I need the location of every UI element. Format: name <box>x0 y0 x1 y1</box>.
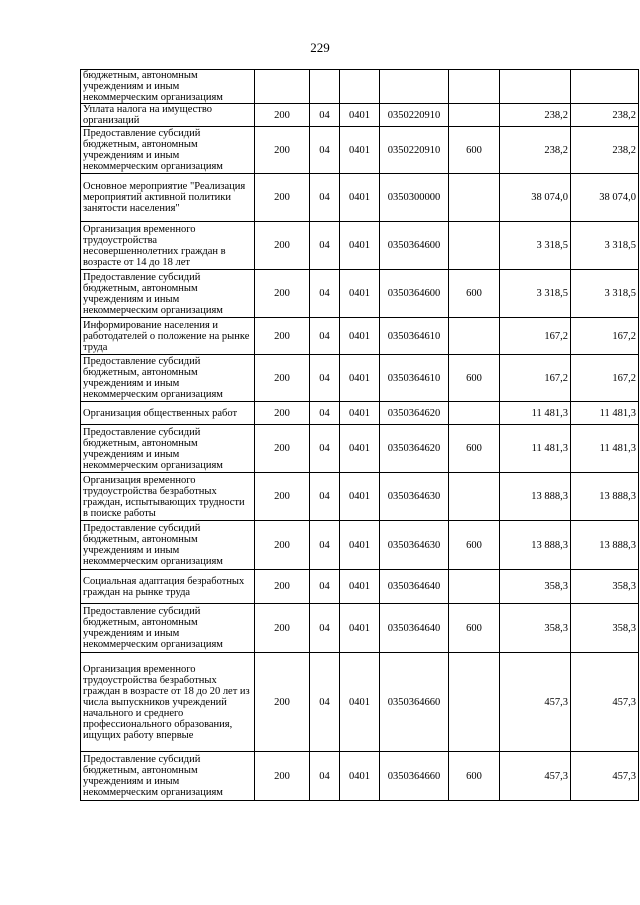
expense-type-code <box>449 222 500 270</box>
target-article-code: 0350220910 <box>380 104 449 127</box>
subsection-code: 0401 <box>340 752 380 801</box>
amount-1: 13 888,3 <box>500 521 571 570</box>
table-row <box>81 473 639 521</box>
table-row <box>81 270 639 318</box>
section-code: 04 <box>310 425 340 473</box>
subsection-code: 0401 <box>340 570 380 604</box>
section-code: 04 <box>310 521 340 570</box>
row-name: Предоставление субсидий бюджетным, автономным учреждениям и иным некоммерческим организациям <box>81 355 255 402</box>
row-name: Организация временного трудоустройства безработных граждан в возрасте от 18 до 20 лет из числа выпускников учреждений начального и среднего профессионального образования, ищущих работу впервые <box>81 653 255 752</box>
section-code: 04 <box>310 222 340 270</box>
chapter-code: 200 <box>255 570 310 604</box>
section-code: 04 <box>310 604 340 653</box>
row-name: Уплата налога на имущество организаций <box>81 104 255 127</box>
expense-type-code: 600 <box>449 521 500 570</box>
expense-type-code: 600 <box>449 604 500 653</box>
section-code: 04 <box>310 473 340 521</box>
subsection-code: 0401 <box>340 127 380 174</box>
chapter-code: 200 <box>255 174 310 222</box>
target-article-code <box>380 70 449 104</box>
amount-2: 358,3 <box>571 570 639 604</box>
chapter-code: 200 <box>255 752 310 801</box>
row-name: Предоставление субсидий бюджетным, автономным учреждениям и иным некоммерческим организациям <box>81 425 255 473</box>
amount-1: 167,2 <box>500 355 571 402</box>
table-row <box>81 402 639 425</box>
amount-1: 11 481,3 <box>500 402 571 425</box>
row-name: бюджетным, автономным учреждениям и иным некоммерческим организациям <box>81 70 255 104</box>
table-row <box>81 70 639 104</box>
expense-type-code <box>449 570 500 604</box>
amount-1: 13 888,3 <box>500 473 571 521</box>
section-code: 04 <box>310 402 340 425</box>
table-body <box>81 70 639 801</box>
target-article-code: 0350364630 <box>380 473 449 521</box>
expense-type-code <box>449 70 500 104</box>
amount-2: 3 318,5 <box>571 270 639 318</box>
section-code: 04 <box>310 104 340 127</box>
table-row <box>81 653 639 752</box>
section-code: 04 <box>310 318 340 355</box>
table-row <box>81 127 639 174</box>
amount-1: 358,3 <box>500 604 571 653</box>
table-row <box>81 104 639 127</box>
amount-2: 457,3 <box>571 653 639 752</box>
subsection-code: 0401 <box>340 222 380 270</box>
amount-2: 457,3 <box>571 752 639 801</box>
amount-1: 238,2 <box>500 104 571 127</box>
target-article-code: 0350364640 <box>380 570 449 604</box>
subsection-code <box>340 70 380 104</box>
table-row <box>81 570 639 604</box>
target-article-code: 0350364660 <box>380 752 449 801</box>
chapter-code: 200 <box>255 104 310 127</box>
table-row <box>81 355 639 402</box>
amount-1: 11 481,3 <box>500 425 571 473</box>
amount-1 <box>500 70 571 104</box>
subsection-code: 0401 <box>340 425 380 473</box>
amount-2: 3 318,5 <box>571 222 639 270</box>
subsection-code: 0401 <box>340 318 380 355</box>
target-article-code: 0350364620 <box>380 402 449 425</box>
section-code: 04 <box>310 355 340 402</box>
chapter-code: 200 <box>255 425 310 473</box>
chapter-code: 200 <box>255 604 310 653</box>
expense-type-code <box>449 473 500 521</box>
amount-1: 457,3 <box>500 752 571 801</box>
subsection-code: 0401 <box>340 355 380 402</box>
amount-2: 13 888,3 <box>571 521 639 570</box>
row-name: Организация временного трудоустройства безработных граждан, испытывающих трудности в поиске работы <box>81 473 255 521</box>
expense-type-code <box>449 318 500 355</box>
section-code <box>310 70 340 104</box>
chapter-code <box>255 70 310 104</box>
subsection-code: 0401 <box>340 104 380 127</box>
expense-type-code: 600 <box>449 425 500 473</box>
subsection-code: 0401 <box>340 270 380 318</box>
section-code: 04 <box>310 270 340 318</box>
row-name: Предоставление субсидий бюджетным, автономным учреждениям и иным некоммерческим организациям <box>81 270 255 318</box>
subsection-code: 0401 <box>340 653 380 752</box>
amount-1: 457,3 <box>500 653 571 752</box>
chapter-code: 200 <box>255 402 310 425</box>
amount-2: 11 481,3 <box>571 402 639 425</box>
amount-2 <box>571 70 639 104</box>
target-article-code: 0350364600 <box>380 222 449 270</box>
subsection-code: 0401 <box>340 521 380 570</box>
row-name: Организация общественных работ <box>81 402 255 425</box>
target-article-code: 0350364620 <box>380 425 449 473</box>
section-code: 04 <box>310 752 340 801</box>
target-article-code: 0350364640 <box>380 604 449 653</box>
expense-type-code: 600 <box>449 355 500 402</box>
table-row <box>81 222 639 270</box>
expense-type-code: 600 <box>449 752 500 801</box>
target-article-code: 0350300000 <box>380 174 449 222</box>
subsection-code: 0401 <box>340 473 380 521</box>
row-name: Предоставление субсидий бюджетным, автономным учреждениям и иным некоммерческим организациям <box>81 521 255 570</box>
row-name: Предоставление субсидий бюджетным, автономным учреждениям и иным некоммерческим организациям <box>81 604 255 653</box>
chapter-code: 200 <box>255 127 310 174</box>
section-code: 04 <box>310 174 340 222</box>
amount-2: 238,2 <box>571 104 639 127</box>
expense-type-code <box>449 653 500 752</box>
chapter-code: 200 <box>255 270 310 318</box>
table-row <box>81 604 639 653</box>
expense-type-code <box>449 174 500 222</box>
expense-type-code: 600 <box>449 270 500 318</box>
chapter-code: 200 <box>255 222 310 270</box>
budget-table <box>80 69 639 801</box>
table-row <box>81 521 639 570</box>
target-article-code: 0350364610 <box>380 355 449 402</box>
amount-1: 238,2 <box>500 127 571 174</box>
expense-type-code <box>449 402 500 425</box>
row-name: Предоставление субсидий бюджетным, автономным учреждениям и иным некоммерческим организациям <box>81 127 255 174</box>
target-article-code: 0350364600 <box>380 270 449 318</box>
row-name: Организация временного трудоустройства несовершеннолетних граждан в возрасте от 14 до 18 лет <box>81 222 255 270</box>
amount-2: 38 074,0 <box>571 174 639 222</box>
amount-2: 167,2 <box>571 355 639 402</box>
subsection-code: 0401 <box>340 604 380 653</box>
chapter-code: 200 <box>255 318 310 355</box>
row-name: Основное мероприятие "Реализация мероприятий активной политики занятости населения" <box>81 174 255 222</box>
expense-type-code <box>449 104 500 127</box>
subsection-code: 0401 <box>340 174 380 222</box>
table-row <box>81 174 639 222</box>
amount-2: 358,3 <box>571 604 639 653</box>
target-article-code: 0350364610 <box>380 318 449 355</box>
amount-2: 11 481,3 <box>571 425 639 473</box>
amount-2: 13 888,3 <box>571 473 639 521</box>
chapter-code: 200 <box>255 355 310 402</box>
section-code: 04 <box>310 127 340 174</box>
target-article-code: 0350364660 <box>380 653 449 752</box>
chapter-code: 200 <box>255 653 310 752</box>
subsection-code: 0401 <box>340 402 380 425</box>
amount-1: 3 318,5 <box>500 222 571 270</box>
section-code: 04 <box>310 570 340 604</box>
table-row <box>81 425 639 473</box>
section-code: 04 <box>310 653 340 752</box>
chapter-code: 200 <box>255 473 310 521</box>
amount-1: 167,2 <box>500 318 571 355</box>
table-row <box>81 752 639 801</box>
amount-1: 38 074,0 <box>500 174 571 222</box>
amount-1: 358,3 <box>500 570 571 604</box>
chapter-code: 200 <box>255 521 310 570</box>
row-name: Предоставление субсидий бюджетным, автономным учреждениям и иным некоммерческим организациям <box>81 752 255 801</box>
amount-1: 3 318,5 <box>500 270 571 318</box>
expense-type-code: 600 <box>449 127 500 174</box>
table-row <box>81 318 639 355</box>
target-article-code: 0350220910 <box>380 127 449 174</box>
amount-2: 238,2 <box>571 127 639 174</box>
amount-2: 167,2 <box>571 318 639 355</box>
row-name: Социальная адаптация безработных граждан на рынке труда <box>81 570 255 604</box>
row-name: Информирование населения и работодателей о положение на рынке труда <box>81 318 255 355</box>
target-article-code: 0350364630 <box>380 521 449 570</box>
page-number: 229 <box>310 40 330 55</box>
